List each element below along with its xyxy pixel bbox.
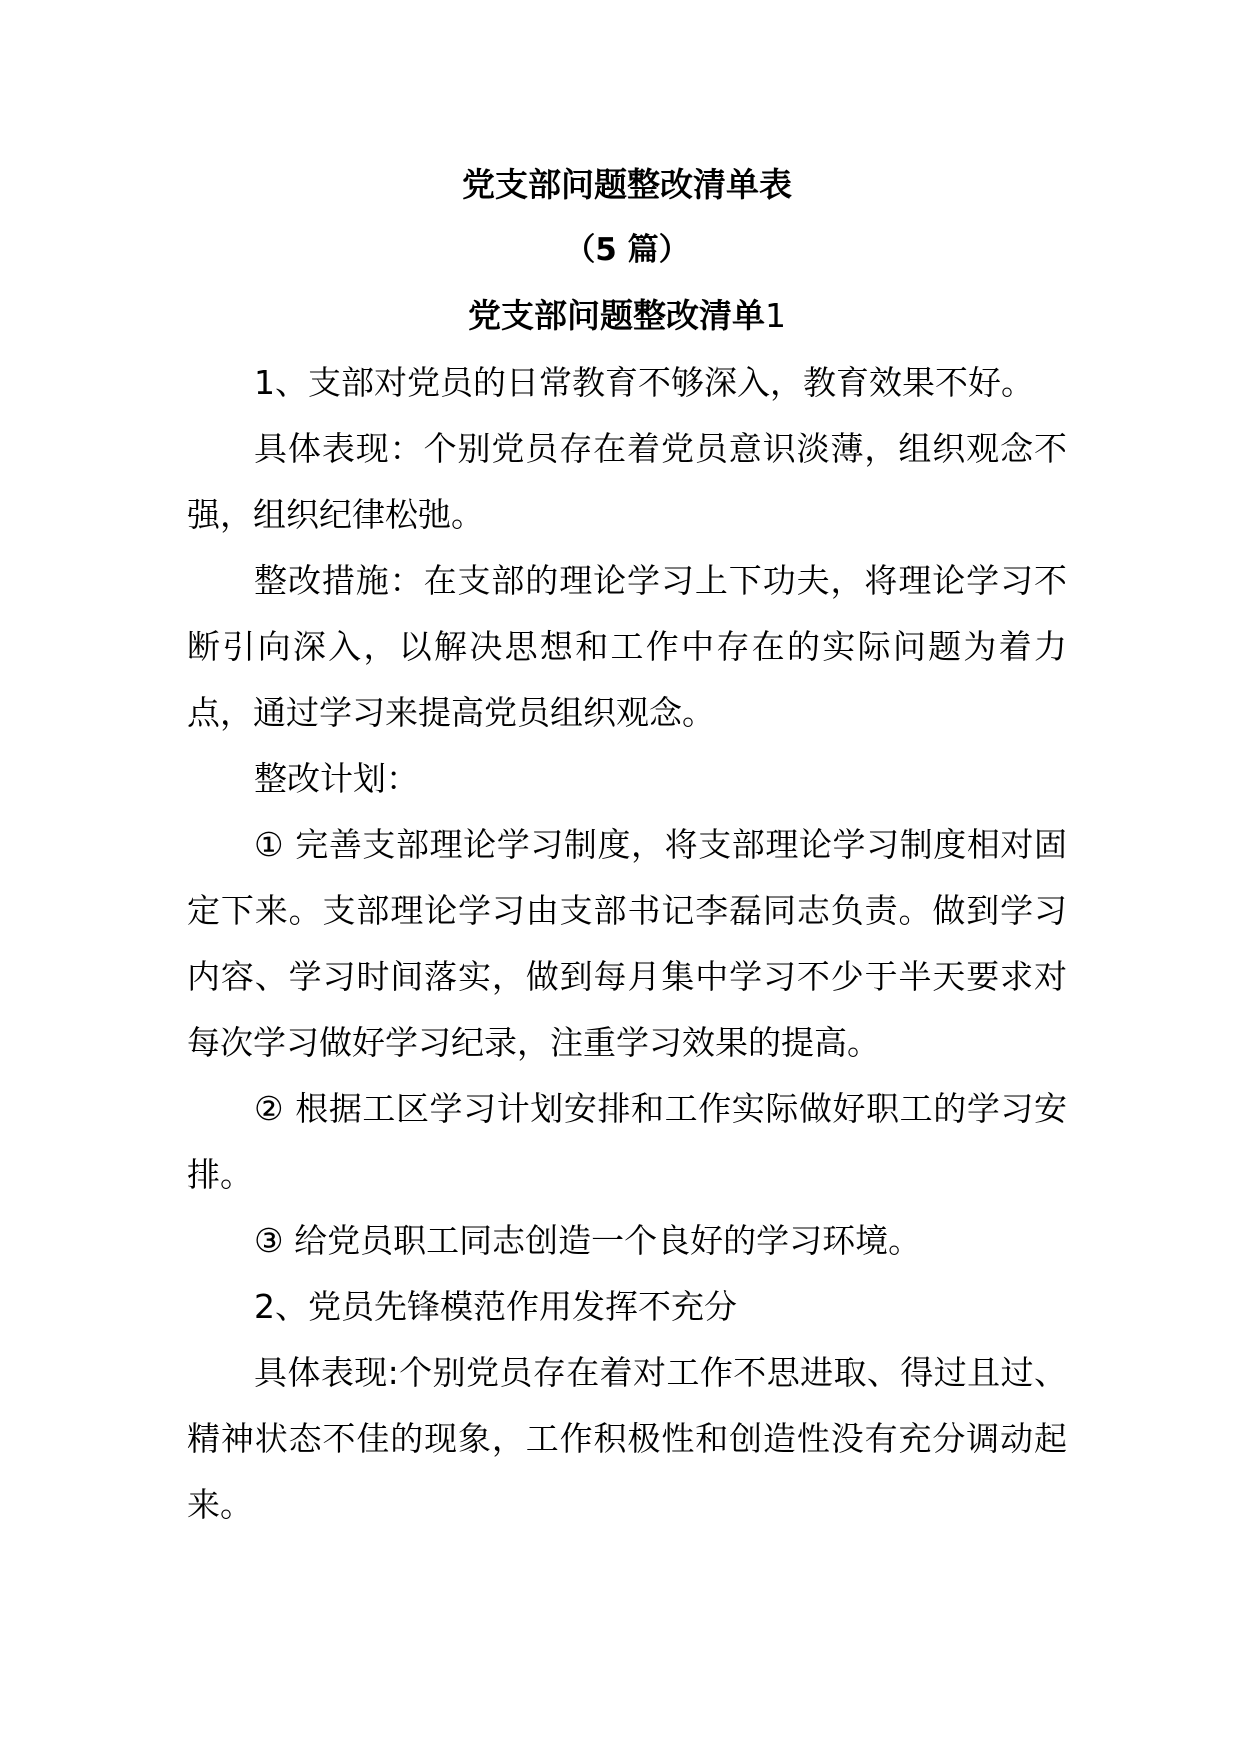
document-title: 党支部问题整改清单表: [462, 165, 792, 204]
paragraph-manifestation-2: 具体表现:个别党员存在着对工作不思进取、得过且过、精神状态不佳的现象，工作积极性和创造性没有充分调动起来。: [187, 1353, 1067, 1524]
section-title-text: 党支部问题整改清单: [468, 296, 765, 335]
section-title: [187, 282, 1067, 350]
paragraph-issue-1: 1、支部对党员的日常教育不够深入，教育效果不好。: [254, 363, 1034, 402]
paragraph-plan-item-1: ① 完善支部理论学习制度，将支部理论学习制度相对固定下来。支部理论学习由支部书记李磊同志负责。做到学习内容、学习时间落实，做到每月集中学习不少于半天要求对每次学习做好学习纪录，注重学习效果的提高。: [187, 825, 1067, 1062]
paragraph-issue-2: 2、党员先锋模范作用发挥不充分: [254, 1287, 737, 1326]
paragraph-plan-heading: 整改计划：: [254, 759, 419, 798]
paragraph-measures-1: 整改措施：在支部的理论学习上下功夫，将理论学习不断引向深入，以解决思想和工作中存在的实际问题为着力点，通过学习来提高党员组织观念。: [187, 561, 1067, 732]
paragraph-plan-item-2: ② 根据工区学习计划安排和工作实际做好职工的学习安排。: [187, 1089, 1067, 1194]
paragraph-manifestation-1: 具体表现：个别党员存在着党员意识淡薄，组织观念不强，组织纪律松弛。: [187, 429, 1067, 534]
section-title-number: 1: [765, 296, 786, 335]
paragraph-plan-item-3: ③ 给党员职工同志创造一个良好的学习环境。: [254, 1221, 922, 1260]
document-subtitle: （5 篇）: [564, 232, 690, 268]
document-body: [187, 152, 1067, 1538]
